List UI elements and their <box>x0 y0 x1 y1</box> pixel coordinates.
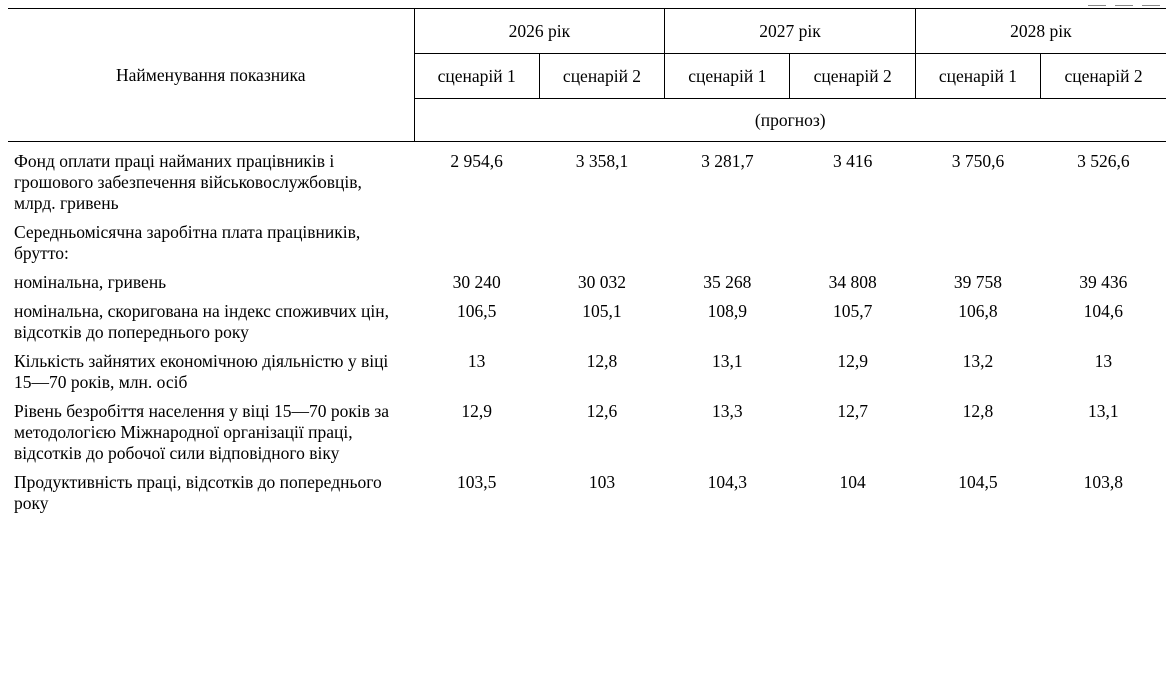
table-cell: 13,1 <box>1088 401 1119 421</box>
indicator-name: Середньомісячна заробітна плата працівників, брутто: <box>14 222 361 263</box>
table-cell: 13 <box>467 351 486 371</box>
forecast-table <box>8 8 1166 522</box>
scenario-header: сценарій 1 <box>665 54 790 99</box>
table-cell: 106,8 <box>958 301 998 321</box>
table-header <box>8 9 1166 142</box>
table-cell: 3 526,6 <box>1077 151 1130 171</box>
indicator-name: Фонд оплати праці найманих працівників і грошового забезпечення військовослужбовців, млрд. гривень <box>14 151 362 213</box>
table-cell <box>915 222 1040 272</box>
table-cell: 12,7 <box>837 401 868 421</box>
table-cell: 105,7 <box>832 301 873 321</box>
table-cell: 103 <box>588 472 616 492</box>
table-cell: 34 808 <box>828 272 877 292</box>
table-cell: 103,5 <box>456 472 497 492</box>
table-row <box>8 272 1166 301</box>
year-header-2028: 2028 рік <box>915 9 1166 54</box>
table-cell: 2 954,6 <box>450 151 503 171</box>
indicator-name: номінальна, гривень <box>14 272 167 292</box>
table-cell: 3 281,7 <box>701 151 754 171</box>
table-cell: 104,3 <box>707 472 747 492</box>
scenario-header: сценарій 2 <box>790 54 915 99</box>
cropped-mark <box>1115 5 1133 6</box>
table-row <box>8 472 1166 522</box>
table-cell: 3 416 <box>832 151 873 171</box>
forecast-label: (прогноз) <box>414 99 1166 142</box>
table-cell <box>414 222 539 272</box>
table-cell <box>1041 222 1166 272</box>
table-row <box>8 222 1166 272</box>
scenario-header: сценарій 2 <box>1041 54 1166 99</box>
cropped-mark <box>1088 5 1106 6</box>
indicator-name: Продуктивність праці, відсотків до попереднього року <box>14 472 382 513</box>
year-header-2027: 2027 рік <box>665 9 916 54</box>
table-cell: 39 436 <box>1079 272 1128 292</box>
table-row <box>8 351 1166 401</box>
table-row <box>8 142 1166 223</box>
table-cell: 104 <box>839 472 866 492</box>
indicator-name: номінальна, скоригована на індекс споживчих цін, відсотків до попереднього року <box>14 301 390 342</box>
table-cell: 12,8 <box>962 401 994 421</box>
table-cell <box>665 222 790 272</box>
table-cell <box>539 222 664 272</box>
table-cell: 39 758 <box>953 272 1003 292</box>
indicator-name-header: Найменування показника <box>8 9 414 142</box>
cropped-mark <box>1142 5 1160 6</box>
table-row <box>8 301 1166 351</box>
table-cell: 12,6 <box>586 401 618 421</box>
table-cell: 30 032 <box>577 272 627 292</box>
cropped-header-fragment <box>1082 0 1160 6</box>
table-cell: 12,9 <box>837 351 868 371</box>
scenario-header: сценарій 2 <box>539 54 664 99</box>
table-cell: 105,1 <box>582 301 622 321</box>
indicator-name: Рівень безробіття населення у віці 15—70 років за методологією Міжнародної організації праці, відсотків до робочої сили відповідного віку <box>14 401 390 463</box>
table-body <box>8 142 1166 523</box>
table-cell: 108,9 <box>707 301 747 321</box>
table-cell: 35 268 <box>703 272 752 292</box>
table-cell <box>790 222 915 272</box>
table-cell: 3 750,6 <box>951 151 1005 171</box>
table-cell: 13,1 <box>712 351 743 371</box>
table-cell: 13,2 <box>962 351 994 371</box>
table-cell: 103,8 <box>1083 472 1123 492</box>
indicator-name: Кількість зайнятих економічною діяльністю у віці 15—70 років, млн. осіб <box>14 351 389 392</box>
scenario-header: сценарій 1 <box>414 54 539 99</box>
year-header-2026: 2026 рік <box>414 9 665 54</box>
table-cell: 104,5 <box>958 472 998 492</box>
table-cell: 13,3 <box>712 401 743 421</box>
scenario-header: сценарій 1 <box>915 54 1040 99</box>
table-cell: 104,6 <box>1083 301 1123 321</box>
table-cell: 12,9 <box>461 401 492 421</box>
table-cell: 30 240 <box>452 272 501 292</box>
table-cell: 12,8 <box>586 351 618 371</box>
table-cell: 13 <box>1094 351 1113 371</box>
table-cell: 106,5 <box>456 301 497 321</box>
table-cell: 3 358,1 <box>575 151 629 171</box>
table-row <box>8 401 1166 472</box>
